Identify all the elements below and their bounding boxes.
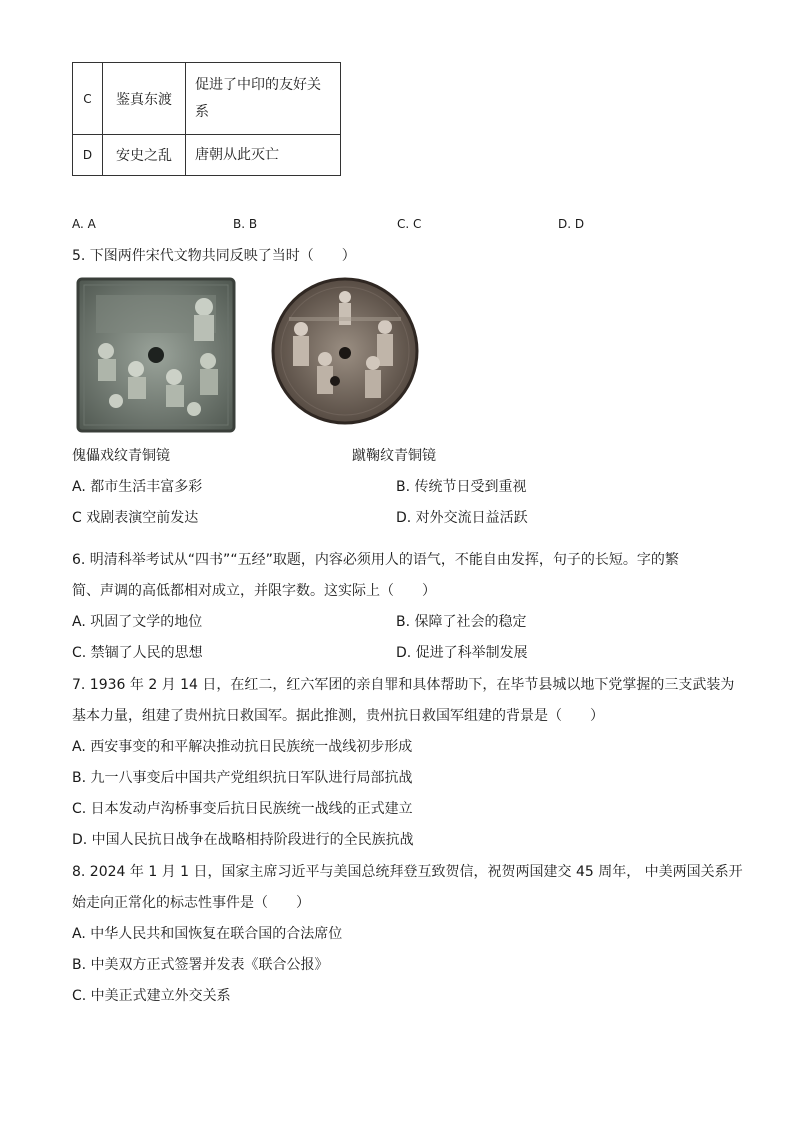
q7-option-c[interactable]: C. 日本发动卢沟桥事变后抗日民族统一战线的正式建立 (72, 801, 413, 817)
row-event: 安史之乱 (103, 135, 186, 176)
row-desc (186, 63, 341, 135)
q4-option-c[interactable]: C. C (397, 217, 422, 231)
q5-option-a[interactable]: A. 都市生活丰富多彩 (72, 479, 203, 495)
row-desc-line: 系 (195, 103, 209, 120)
row-desc (186, 135, 341, 176)
caption-puppet-mirror: 傀儡戏纹青铜镜 (72, 448, 170, 464)
q5-option-b[interactable]: B. 传统节日受到重视 (396, 479, 527, 495)
row-desc-line: 唐朝从此灭亡 (195, 146, 279, 163)
caption-cuju-mirror: 蹴鞠纹青铜镜 (352, 448, 436, 464)
q5-option-c[interactable]: C 戏剧表演空前发达 (72, 510, 199, 526)
q7-stem-line2: 基本力量，组建了贵州抗日救国军。据此推测，贵州抗日救国军组建的背景是（ ） (72, 708, 604, 724)
q6-stem-line1: 6. 明清科举考试从“四书”“五经”取题，内容必须用人的语气，不能自由发挥，句子的长短。字的繁 (72, 552, 679, 568)
cuju-mirror-image (271, 277, 419, 425)
row-desc-line: 促进了中印的友好关 (195, 76, 321, 93)
q7-option-a[interactable]: A. 西安事变的和平解决推动抗日民族统一战线初步形成 (72, 739, 413, 755)
q7-option-d[interactable]: D. 中国人民抗日战争在战略相持阶段进行的全民族抗战 (72, 832, 414, 848)
q6-stem-line2: 简、声调的高低都相对成立，并限字数。这实际上（ ） (72, 583, 436, 599)
row-event: 鉴真东渡 (103, 63, 186, 135)
table-row (73, 63, 341, 135)
q8-option-b[interactable]: B. 中美双方正式签署并发表《联合公报》 (72, 957, 329, 973)
q4-option-b[interactable]: B. B (233, 217, 258, 231)
row-key: D (73, 135, 103, 176)
q6-option-d[interactable]: D. 促进了科举制发展 (396, 645, 528, 661)
table-row (73, 135, 341, 176)
q7-stem-line1: 7. 1936 年 2 月 14 日，在红二，红六军团的亲自罪和具体帮助下，在毕节县城以地下党掌握的三支武装为 (72, 677, 735, 693)
q6-option-a[interactable]: A. 巩固了文学的地位 (72, 614, 203, 630)
q6-option-b[interactable]: B. 保障了社会的稳定 (396, 614, 527, 630)
row-key: C (73, 63, 103, 135)
q5-stem: 5. 下图两件宋代文物共同反映了当时（ ） (72, 248, 356, 264)
q4-option-a[interactable]: A. A (72, 217, 96, 231)
q6-option-c[interactable]: C. 禁锢了人民的思想 (72, 645, 203, 661)
q8-option-a[interactable]: A. 中华人民共和国恢复在联合国的合法席位 (72, 926, 343, 942)
q8-stem-line2: 始走向正常化的标志性事件是（ ） (72, 895, 310, 911)
options-table (72, 62, 341, 176)
q7-option-b[interactable]: B. 九一八事变后中国共产党组织抗日军队进行局部抗战 (72, 770, 413, 786)
q8-stem-line1: 8. 2024 年 1 月 1 日，国家主席习近平与美国总统拜登互致贺信，祝贺两国建交 45 周年， 中美两国关系开 (72, 864, 743, 880)
q4-option-d[interactable]: D. D (558, 217, 585, 231)
q8-option-c[interactable]: C. 中美正式建立外交关系 (72, 988, 231, 1004)
puppet-mirror-image (76, 277, 236, 433)
q5-option-d[interactable]: D. 对外交流日益活跃 (396, 510, 528, 526)
